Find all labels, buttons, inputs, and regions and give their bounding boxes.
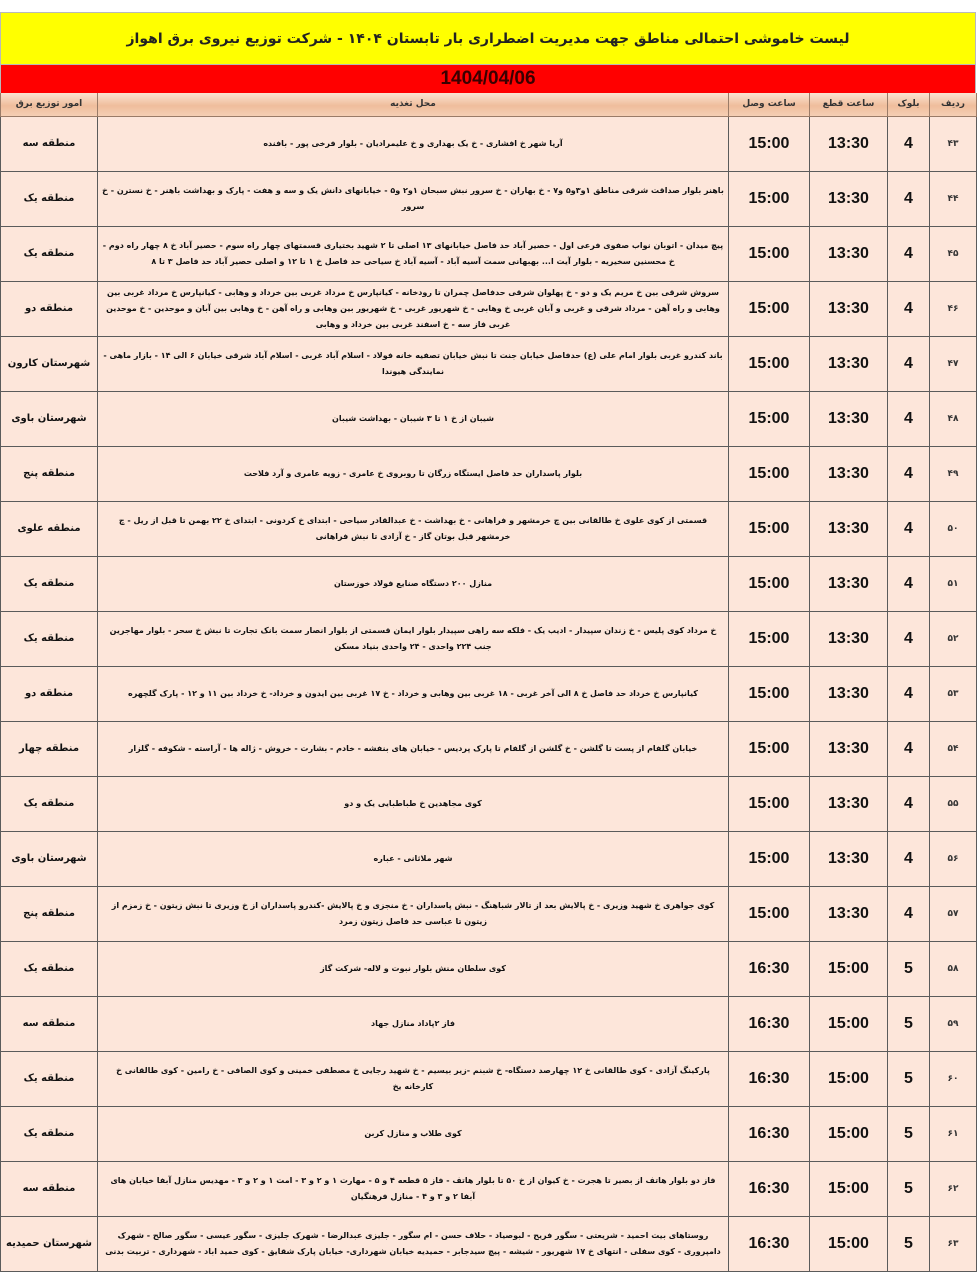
distribution-district: شهرستان حمیدیه — [1, 1216, 98, 1271]
row-number: ۵۲ — [930, 611, 977, 666]
distribution-district: منطقه دو — [1, 281, 98, 336]
table-row — [1, 556, 977, 611]
feed-location: خ مرداد کوی پلیس - خ زندان سپیدار - ادیب یک - فلکه سه راهی سپیدار بلوار ایمان قسمتی از بلوار انصار سمت بانک تجارت تا نبش خ سحر - بلوار مهاجرین جنب ۲۲۴ واحدی - ۲۴ واحدی بنیاد مسکن — [98, 611, 729, 666]
page-title: لیست خاموشی احتمالی مناطق جهت مدیریت اضطراری بار تابستان ۱۴۰۴ - شرکت توزیع نیروی برق اهواز — [126, 30, 850, 47]
table-row — [1, 1216, 977, 1271]
block-number: 4 — [888, 281, 930, 336]
feed-location: کیانپارس خ خرداد حد فاصل خ ۸ الی آخر غربی - ۱۸ غربی بین وهابی و خرداد - خ ۱۷ غربی بین ایدون و خرداد- خ خرداد بین ۱۱ و ۱۲ - پارک گلچهره — [98, 666, 729, 721]
date-band — [0, 65, 976, 93]
table-row — [1, 1106, 977, 1161]
block-number: 4 — [888, 831, 930, 886]
row-number: ۵۳ — [930, 666, 977, 721]
cut-time: 13:30 — [810, 446, 888, 501]
feed-location: منازل ۲۰۰ دستگاه صنایع فولاد خوزستان — [98, 556, 729, 611]
title-band — [0, 12, 976, 65]
block-number: 4 — [888, 776, 930, 831]
table-row — [1, 831, 977, 886]
restore-time: 15:00 — [729, 721, 810, 776]
block-number: 4 — [888, 391, 930, 446]
block-number: 5 — [888, 1161, 930, 1216]
restore-time: 15:00 — [729, 501, 810, 556]
distribution-district: شهرستان کارون — [1, 336, 98, 391]
row-number: ۵۰ — [930, 501, 977, 556]
block-number: 5 — [888, 941, 930, 996]
feed-location: خیابان گلفام از پست تا گلشن - خ گلشن از گلفام تا پارک پردیس - خیابان های بنفشه - خادم - بشارت - خروش - ژاله ها - آراسته - شکوفه - گلزار — [98, 721, 729, 776]
outage-table — [0, 93, 977, 1272]
block-number: 5 — [888, 1051, 930, 1106]
restore-time: 15:00 — [729, 116, 810, 171]
table-row — [1, 611, 977, 666]
schedule-date: 1404/04/06 — [440, 68, 536, 89]
feed-location: باند کندرو غربی بلوار امام علی (ع) حدفاصل خیابان جنت تا نبش خیابان تصفیه خانه فولاد - اسلام آباد غربی - اسلام آباد شرقی خیابان ۶ الی ۱۴ - بازار ماهی - نمایندگی هیوندا — [98, 336, 729, 391]
row-number: ۴۵ — [930, 226, 977, 281]
row-number: ۵۸ — [930, 941, 977, 996]
restore-time: 15:00 — [729, 556, 810, 611]
row-number: ۶۱ — [930, 1106, 977, 1161]
block-number: 4 — [888, 171, 930, 226]
distribution-district: منطقه پنج — [1, 886, 98, 941]
feed-location: فاز ۲پاداد منازل جهاد — [98, 996, 729, 1051]
distribution-district: شهرستان باوی — [1, 391, 98, 446]
restore-time: 15:00 — [729, 336, 810, 391]
restore-time: 15:00 — [729, 776, 810, 831]
table-row — [1, 721, 977, 776]
feed-location: سروش شرقی بین خ مریم یک و دو - خ پهلوان شرقی حدفاصل چمران تا رودخانه - کیانپارس خ مرداد غربی بین خرداد و وهابی - کیانپارس خ مرداد غربی بین وهابی و راه آهن - مرداد شرقی و غربی و آبان غربی خ وهابی - خ شهریور غربی - خ شهریور بین وهابی و راه آهن - خ وهابی بین آبان و موحدین - خ موحدین غربی فاز سه - خ اسفند غربی بین خرداد و وهابی — [98, 281, 729, 336]
table-header-row — [1, 93, 977, 116]
table-row — [1, 116, 977, 171]
row-number: ۴۶ — [930, 281, 977, 336]
restore-time: 16:30 — [729, 1161, 810, 1216]
feed-location: قسمتی از کوی علوی خ طالقانی بین چ خرمشهر و فراهانی - خ بهداشت - خ عبدالقادر سیاحی - ابتدای خ کردونی - ابتدای خ ۲۲ بهمن تا قبل از ریل - چ خرمشهر قبل بوتان گاز - خ آزادی تا نبش فراهانی — [98, 501, 729, 556]
block-number: 4 — [888, 501, 930, 556]
cut-time: 13:30 — [810, 116, 888, 171]
header-location: محل تغذیه — [98, 93, 729, 116]
restore-time: 16:30 — [729, 1051, 810, 1106]
row-number: ۵۷ — [930, 886, 977, 941]
distribution-district: منطقه سه — [1, 116, 98, 171]
restore-time: 15:00 — [729, 831, 810, 886]
block-number: 4 — [888, 226, 930, 281]
distribution-district: منطقه یک — [1, 556, 98, 611]
distribution-district: منطقه چهار — [1, 721, 98, 776]
restore-time: 15:00 — [729, 171, 810, 226]
feed-location: پیچ میدان - اتوبان نواب صفوی فرعی اول - حصیر آباد حد فاصل خیابانهای ۱۳ اصلی تا ۲ شهید بختیاری قسمتهای چهار راه سوم - حصیر آباد خ ۸ چهار راه دوم - خ محسنین سخیریه - بلوار آیت ا... بهبهانی سمت آسیه آباد - آسیه آباد خ سیاحی حد فاصل خ ۱ تا ۱۲ و اصلی حصیر آباد حد فاصل ۳ تا ۸ — [98, 226, 729, 281]
distribution-district: منطقه علوی — [1, 501, 98, 556]
header-block: بلوک — [888, 93, 930, 116]
row-number: ۵۵ — [930, 776, 977, 831]
cut-time: 13:30 — [810, 501, 888, 556]
distribution-district: شهرستان باوی — [1, 831, 98, 886]
feed-location: کوی طلاب و منازل کربن — [98, 1106, 729, 1161]
feed-location: بلوار پاسداران حد فاصل ایستگاه زرگان تا روبروی خ عامری - زویه عامری و آرد فلاحت — [98, 446, 729, 501]
restore-time: 15:00 — [729, 226, 810, 281]
cut-time: 13:30 — [810, 831, 888, 886]
restore-time: 16:30 — [729, 941, 810, 996]
row-number: ۴۸ — [930, 391, 977, 446]
cut-time: 13:30 — [810, 336, 888, 391]
feed-location: روستاهای بیت احمید - شریعتی - سگور فریح - لبوصیاد - حلاف حسن - ام سگور - جلیزی عبدالرضا - شهرک جلیزی - سگور عیسی - سگور صالح - شهرک دامپروری - کوی سفلی - انتهای خ ۱۷ شهریور - شیشه - پیچ سیدجابر - حمیدیه خیابان شهرداری- خیابان پارک شقایق - کوی حمید اباد - شهرداری - تربیت بدنی — [98, 1216, 729, 1271]
row-number: ۴۷ — [930, 336, 977, 391]
distribution-district: منطقه یک — [1, 611, 98, 666]
table-row — [1, 171, 977, 226]
row-number: ۵۱ — [930, 556, 977, 611]
row-number: ۶۳ — [930, 1216, 977, 1271]
row-number: ۵۶ — [930, 831, 977, 886]
table-row — [1, 1161, 977, 1216]
block-number: 4 — [888, 611, 930, 666]
restore-time: 16:30 — [729, 1106, 810, 1161]
distribution-district: منطقه یک — [1, 171, 98, 226]
table-row — [1, 1051, 977, 1106]
header-cut-time: ساعت قطع — [810, 93, 888, 116]
distribution-district: منطقه یک — [1, 1051, 98, 1106]
row-number: ۵۴ — [930, 721, 977, 776]
block-number: 5 — [888, 996, 930, 1051]
table-row — [1, 941, 977, 996]
feed-location: کوی جواهری خ شهید وزیری - خ پالایش بعد از تالار شباهنگ - نبش پاسداران - خ منجزی و خ پالایش -کندرو پاسداران از خ وزیری تا نبش زیتون - خ زمزم از زیتون تا عباسی حد فاصل زیتون زمرد — [98, 886, 729, 941]
table-row — [1, 226, 977, 281]
distribution-district: منطقه یک — [1, 226, 98, 281]
feed-location: کوی مجاهدین خ طباطبایی یک و دو — [98, 776, 729, 831]
distribution-district: منطقه یک — [1, 1106, 98, 1161]
cut-time: 15:00 — [810, 996, 888, 1051]
restore-time: 15:00 — [729, 391, 810, 446]
feed-location: شهر ملاثانی - عباره — [98, 831, 729, 886]
feed-location: پارکینگ آزادی - کوی طالقانی خ ۱۲ چهارصد دستگاه- خ شبنم -زیر بیسیم - خ شهید رجایی خ مصطفی خمینی و کوی الصافی - خ رامین - کوی طالقانی خ کارخانه یخ — [98, 1051, 729, 1106]
distribution-district: منطقه سه — [1, 1161, 98, 1216]
distribution-district: منطقه سه — [1, 996, 98, 1051]
restore-time: 16:30 — [729, 1216, 810, 1271]
table-row — [1, 281, 977, 336]
table-row — [1, 776, 977, 831]
cut-time: 15:00 — [810, 1216, 888, 1271]
distribution-district: منطقه پنج — [1, 446, 98, 501]
header-restore-time: ساعت وصل — [729, 93, 810, 116]
header-row-no: ردیف — [930, 93, 977, 116]
row-number: ۴۹ — [930, 446, 977, 501]
restore-time: 15:00 — [729, 446, 810, 501]
block-number: 5 — [888, 1106, 930, 1161]
table-row — [1, 446, 977, 501]
table-body — [1, 116, 977, 1271]
cut-time: 13:30 — [810, 886, 888, 941]
cut-time: 13:30 — [810, 611, 888, 666]
block-number: 4 — [888, 116, 930, 171]
outage-schedule-sheet — [0, 12, 976, 1272]
cut-time: 13:30 — [810, 666, 888, 721]
feed-location: آریا شهر خ افشاری - خ یک بهداری و خ علیمرادیان - بلوار فرخی پور - بافنده — [98, 116, 729, 171]
row-number: ۵۹ — [930, 996, 977, 1051]
feed-location: کوی سلطان منش بلوار نبوت و لاله- شرکت گاز — [98, 941, 729, 996]
cut-time: 13:30 — [810, 776, 888, 831]
block-number: 4 — [888, 666, 930, 721]
block-number: 4 — [888, 336, 930, 391]
block-number: 4 — [888, 556, 930, 611]
distribution-district: منطقه دو — [1, 666, 98, 721]
table-row — [1, 391, 977, 446]
feed-location: باهنر بلوار صداقت شرقی مناطق ۱و۳و۵ و۷ - خ بهاران - خ سرور نبش سبحان ۱و۲ و۵ - خیابانهای دانش یک و سه و هفت - پارک و بهداشت باهنر - خ نسترن - خ سرور — [98, 171, 729, 226]
restore-time: 15:00 — [729, 281, 810, 336]
header-district: امور توزیع برق — [1, 93, 98, 116]
restore-time: 15:00 — [729, 666, 810, 721]
block-number: 4 — [888, 886, 930, 941]
restore-time: 15:00 — [729, 886, 810, 941]
table-row — [1, 886, 977, 941]
cut-time: 15:00 — [810, 941, 888, 996]
feed-location: فاز دو بلوار هاتف از بصیر تا هجرت - خ کیوان از خ ۵۰ تا بلوار هاتف - فاز ۵ قطعه ۴ و ۵ - مهارت ۱ و ۲ و ۳ - امت ۱ و ۲ و ۳ - مهدیس منازل آبفا خیابان های آبفا ۲ و ۳ و ۴ - منازل فرهنگیان — [98, 1161, 729, 1216]
distribution-district: منطقه یک — [1, 776, 98, 831]
cut-time: 13:30 — [810, 226, 888, 281]
distribution-district: منطقه یک — [1, 941, 98, 996]
table-row — [1, 501, 977, 556]
restore-time: 16:30 — [729, 996, 810, 1051]
row-number: ۴۳ — [930, 116, 977, 171]
cut-time: 15:00 — [810, 1106, 888, 1161]
row-number: ۴۴ — [930, 171, 977, 226]
cut-time: 13:30 — [810, 556, 888, 611]
restore-time: 15:00 — [729, 611, 810, 666]
block-number: 4 — [888, 721, 930, 776]
cut-time: 13:30 — [810, 721, 888, 776]
row-number: ۶۰ — [930, 1051, 977, 1106]
cut-time: 15:00 — [810, 1161, 888, 1216]
table-row — [1, 996, 977, 1051]
cut-time: 13:30 — [810, 281, 888, 336]
table-row — [1, 336, 977, 391]
table-row — [1, 666, 977, 721]
block-number: 4 — [888, 446, 930, 501]
feed-location: شیبان از خ ۱ تا ۳ شیبان - بهداشت شیبان — [98, 391, 729, 446]
cut-time: 15:00 — [810, 1051, 888, 1106]
cut-time: 13:30 — [810, 171, 888, 226]
row-number: ۶۲ — [930, 1161, 977, 1216]
block-number: 5 — [888, 1216, 930, 1271]
cut-time: 13:30 — [810, 391, 888, 446]
